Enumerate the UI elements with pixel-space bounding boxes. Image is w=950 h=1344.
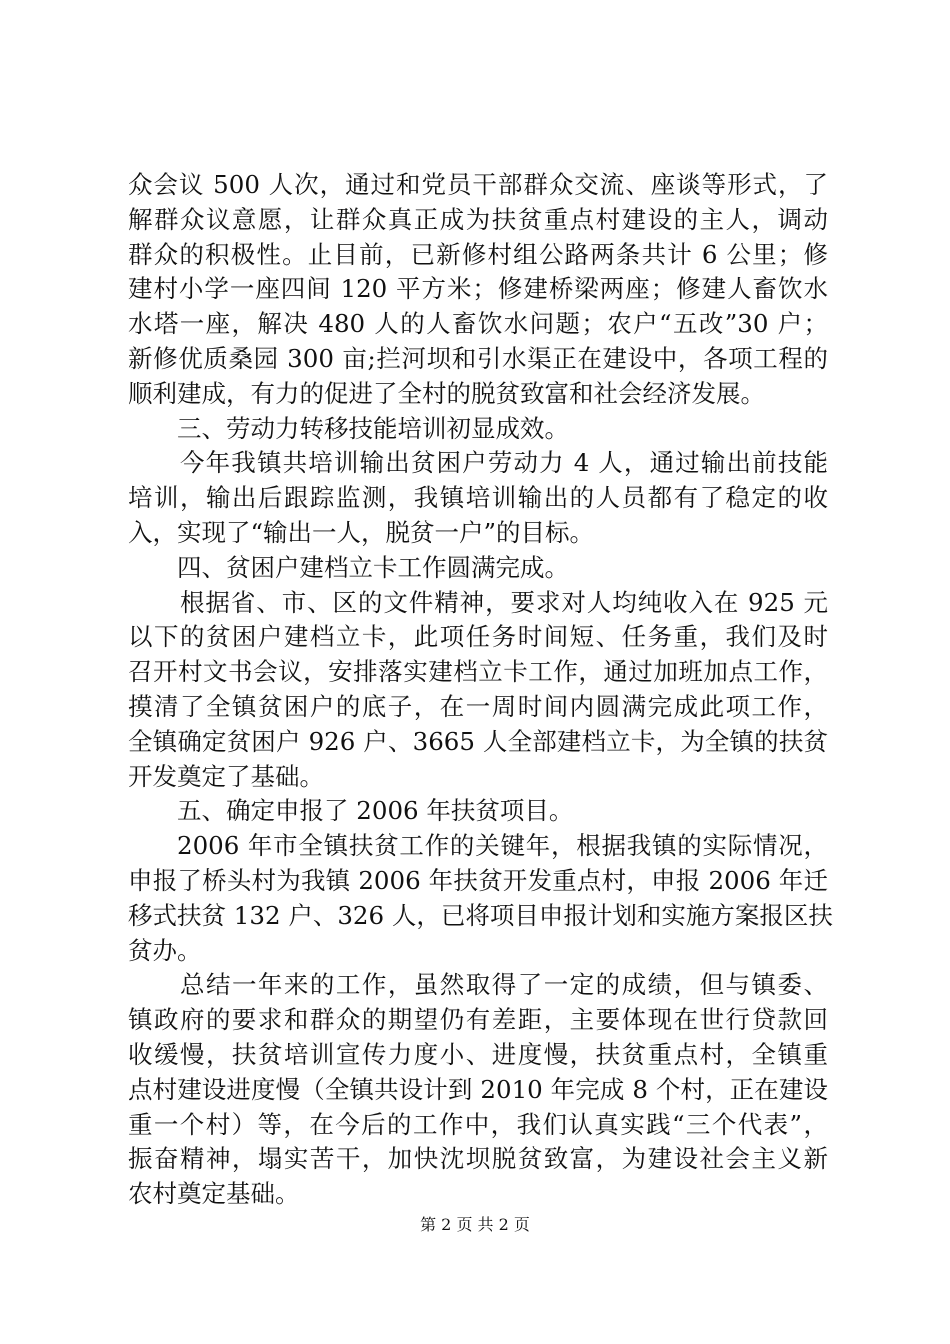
text-line: 建村小学一座四间 120 平方米；修建桥梁两座；修建人畜饮水 <box>128 274 828 304</box>
text-line: 总结一年来的工作，虽然取得了一定的成绩，但与镇委、 <box>180 970 828 1000</box>
text-line: 群众的积极性。止目前，已新修村组公路两条共计 6 公里；修 <box>128 239 828 269</box>
text-line: 全镇确定贫困户 926 户、3665 人全部建档立卡，为全镇的扶贫 <box>128 726 828 756</box>
text-line: 顺利建成，有力的促进了全村的脱贫致富和社会经济发展。 <box>128 378 765 408</box>
text-line: 重一个村）等，在今后的工作中，我们认真实践“三个代表”， <box>128 1109 828 1139</box>
text-line: 点村建设进度慢（全镇共设计到 2010 年完成 8 个村，正在建设 <box>128 1074 828 1104</box>
text-line: 2006 年市全镇扶贫工作的关键年，根据我镇的实际情况， <box>177 831 828 861</box>
text-line: 新修优质桑园 300 亩;拦河坝和引水渠正在建设中，各项工程的 <box>128 343 828 373</box>
text-line: 振奋精神，塌实苦干，加快沈坝脱贫致富，为建设社会主义新 <box>128 1144 828 1174</box>
text-line: 召开村文书会议，安排落实建档立卡工作，通过加班加点工作， <box>128 657 828 687</box>
text-line: 收缓慢，扶贫培训宣传力度小、进度慢，扶贫重点村，全镇重 <box>128 1039 828 1069</box>
text-line: 镇政府的要求和群众的期望仍有差距，主要体现在世行贷款回 <box>128 1005 828 1035</box>
page-footer: 第 2 页 共 2 页 <box>420 1215 530 1234</box>
text-line: 申报了桥头村为我镇 2006 年扶贫开发重点村，申报 2006 年迁 <box>128 865 828 895</box>
text-line: 贫办。 <box>128 935 202 965</box>
text-line: 开发奠定了基础。 <box>128 761 324 791</box>
text-line: 五、确定申报了 2006 年扶贫项目。 <box>177 796 574 826</box>
text-line: 今年我镇共培训输出贫困户劳动力 4 人，通过输出前技能 <box>180 448 828 478</box>
text-line: 农村奠定基础。 <box>128 1179 300 1209</box>
text-line: 水塔一座，解决 480 人的人畜饮水问题；农户“五改”30 户； <box>128 309 828 339</box>
text-line: 移式扶贫 132 户、326 人，已将项目申报计划和实施方案报区扶 <box>128 900 833 930</box>
text-line: 根据省、市、区的文件精神，要求对人均纯收入在 925 元 <box>180 587 828 617</box>
text-line: 以下的贫困户建档立卡，此项任务时间短、任务重，我们及时 <box>128 622 828 652</box>
text-line: 众会议 500 人次，通过和党员干部群众交流、座谈等形式，了 <box>128 170 828 199</box>
text-line: 培训，输出后跟踪监测，我镇培训输出的人员都有了稳定的收 <box>128 483 828 513</box>
document-body <box>128 168 833 1212</box>
text-line: 摸清了全镇贫困户的底子，在一周时间内圆满完成此项工作， <box>128 691 828 721</box>
text-line: 入，实现了“输出一人，脱贫一户”的目标。 <box>128 517 595 547</box>
text-line: 解群众议意愿，让群众真正成为扶贫重点村建设的主人，调动 <box>128 204 828 234</box>
text-line: 四、贫困户建档立卡工作圆满完成。 <box>177 552 569 582</box>
text-line: 三、劳动力转移技能培训初显成效。 <box>177 413 569 443</box>
